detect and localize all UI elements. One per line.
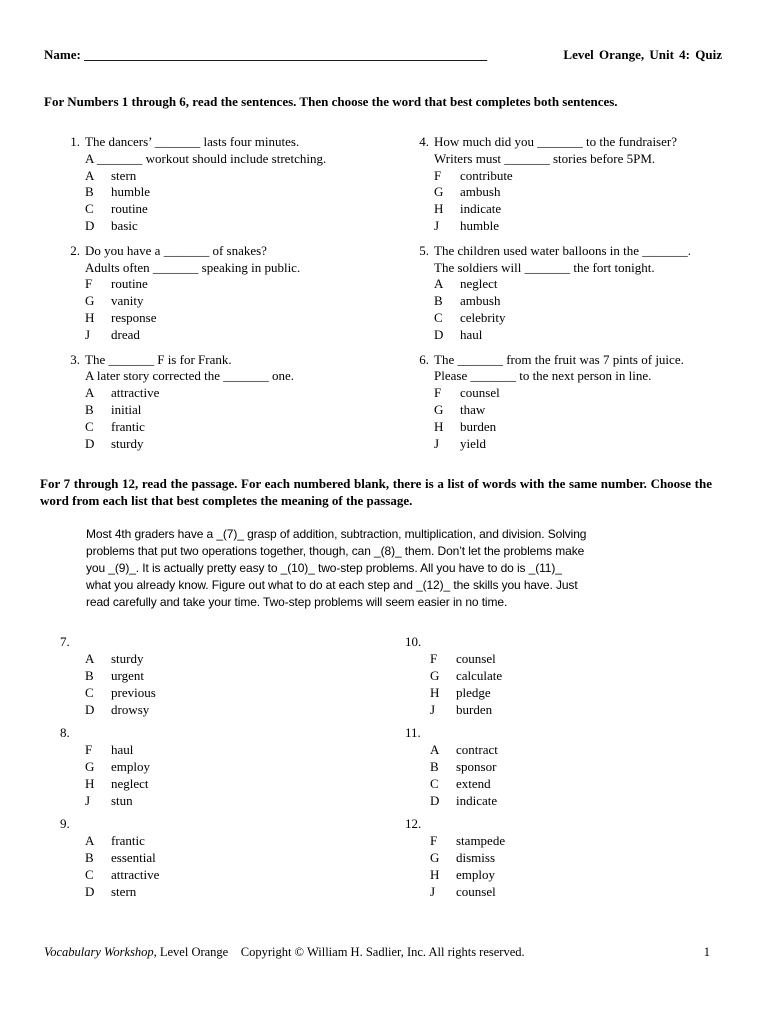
part2-instructions: For 7 through 12, read the passage. For each numbered blank, there is a list of words with the same number. Choose the word from each list that best completes the meaning of the passage.: [40, 476, 712, 508]
choice-word: counsel: [456, 651, 496, 666]
footer-copyright: Copyright © William H. Sadlier, Inc. All rights reserved.: [240, 945, 525, 959]
choice-letter: G: [85, 293, 95, 309]
choice-word: counsel: [460, 385, 500, 401]
choice-word: attractive: [111, 385, 160, 401]
question-5: [409, 243, 729, 344]
question-sentence: The _______ from the fruit was 7 pints of juice.: [434, 351, 684, 367]
choice-word: routine: [111, 276, 148, 292]
question-body: [434, 134, 729, 235]
choice-word: dread: [111, 326, 140, 342]
choice-letter: C: [85, 685, 94, 700]
answer-choice[interactable]: [85, 792, 150, 809]
question-sentence: The _______ F is for Frank.: [85, 351, 232, 367]
choice-word: basic: [111, 217, 138, 233]
choice-letter: F: [430, 651, 438, 666]
answer-choice[interactable]: [430, 758, 498, 775]
choice-word: humble: [111, 184, 150, 200]
question-4: [409, 134, 729, 235]
answer-choice[interactable]: [85, 385, 380, 402]
blank-item-9: [60, 815, 360, 906]
choice-word: vanity: [111, 293, 144, 309]
choice-letter: B: [430, 759, 439, 774]
choice-word: indicate: [460, 201, 502, 217]
choice-letter: G: [430, 850, 440, 865]
choice-letter: J: [85, 793, 91, 808]
choice-letter: H: [430, 867, 440, 882]
answer-choice[interactable]: [85, 832, 159, 849]
choice-letter: G: [85, 759, 95, 774]
question-sentence: The dancers’ _______ lasts four minutes.: [85, 134, 300, 149]
choice-letter: G: [434, 184, 444, 200]
choice-word: stampede: [456, 833, 506, 848]
choice-letter: H: [430, 685, 440, 700]
answer-choice[interactable]: [430, 775, 498, 792]
question-number: 6.: [419, 351, 429, 367]
choice-word: neglect: [460, 276, 498, 292]
choice-letter: B: [85, 401, 94, 417]
choice-letter: J: [85, 326, 91, 342]
choice-letter: C: [85, 201, 94, 217]
choice-word: employ: [456, 867, 495, 882]
choice-letter: B: [85, 668, 94, 683]
choice-word: yield: [460, 435, 486, 451]
answer-choice[interactable]: [85, 650, 156, 667]
answer-choice[interactable]: [430, 741, 498, 758]
choice-word: dismiss: [456, 850, 496, 865]
item-number: 9.: [60, 816, 70, 831]
answer-choice[interactable]: [434, 310, 729, 327]
answer-choice[interactable]: [430, 701, 502, 718]
answer-choice[interactable]: [430, 849, 505, 866]
choice-word: haul: [460, 326, 483, 342]
choice-word: burden: [460, 418, 497, 434]
item-choices: [430, 741, 498, 809]
part1-left-column: [60, 134, 380, 460]
answer-choice[interactable]: [85, 402, 380, 419]
question-sentence: The soldiers will _______ the fort tonight.: [434, 259, 655, 275]
part1-instructions: For Numbers 1 through 6, read the sentences. Then choose the word that best completes both sentences.: [44, 94, 618, 109]
blank-item-12: [405, 815, 705, 906]
answer-choice[interactable]: [85, 436, 380, 453]
question-body: [85, 352, 380, 453]
choice-letter: A: [85, 385, 95, 401]
choice-word: employ: [111, 759, 150, 774]
answer-choice[interactable]: [85, 276, 380, 293]
answer-choice[interactable]: [434, 436, 729, 453]
passage-line: you _(9)_. It is actually pretty easy to _(10)_ two-step problems. All you have to do is _(11)_: [86, 561, 562, 575]
question-sentence: Adults often _______ speaking in public.: [85, 259, 301, 275]
answer-choice[interactable]: [85, 327, 380, 344]
choice-word: sponsor: [456, 759, 497, 774]
choice-letter: F: [434, 385, 442, 401]
passage-line: read carefully and take your time. Two-step problems will seem easier in no time.: [86, 595, 508, 609]
choice-letter: A: [434, 276, 444, 292]
choice-word: extend: [456, 776, 491, 791]
answer-choice[interactable]: [430, 667, 502, 684]
passage-line: Most 4th graders have a _(7)_ grasp of addition, subtraction, multiplication, and division. Solving: [86, 527, 587, 541]
question-sentence: A later story corrected the _______ one.: [85, 368, 295, 384]
choice-word: pledge: [456, 685, 491, 700]
choice-word: contribute: [460, 167, 513, 183]
choice-letter: B: [85, 850, 94, 865]
question-number: 4.: [419, 134, 429, 149]
choice-word: frantic: [111, 833, 145, 848]
passage-line: what you already know. Figure out what to do at each step and _(12)_ the skills you have. Just: [86, 578, 578, 592]
choice-letter: H: [434, 418, 444, 434]
question-number: 5.: [419, 242, 429, 258]
choice-letter: H: [85, 309, 95, 325]
question-sentence: Please _______ to the next person in line.: [434, 368, 652, 384]
answer-choice[interactable]: [430, 792, 498, 809]
choice-letter: G: [434, 401, 444, 417]
question-sentence: Writers must _______ stories before 5PM.: [434, 150, 656, 166]
part2-right-column: [405, 633, 705, 906]
question-number: 3.: [70, 351, 80, 367]
question-sentence: How much did you _______ to the fundraiser?: [434, 134, 677, 149]
question-1: [60, 134, 380, 235]
choice-word: frantic: [111, 418, 145, 434]
answer-choice[interactable]: [430, 684, 502, 701]
question-body: [85, 243, 380, 344]
choice-letter: J: [430, 702, 436, 717]
choice-letter: F: [85, 742, 93, 757]
choice-letter: D: [85, 435, 95, 451]
answer-choice[interactable]: [85, 684, 156, 701]
item-number: 12.: [405, 816, 422, 831]
answer-choice[interactable]: [430, 832, 505, 849]
choice-word: celebrity: [460, 309, 506, 325]
answer-choice[interactable]: [434, 419, 729, 436]
choice-word: attractive: [111, 867, 160, 882]
answer-choice[interactable]: [85, 741, 150, 758]
choice-letter: A: [85, 167, 95, 183]
answer-choice[interactable]: [85, 866, 159, 883]
question-number: 2.: [70, 242, 80, 258]
choice-word: response: [111, 309, 157, 325]
answer-choice[interactable]: [430, 883, 505, 900]
answer-choice[interactable]: [434, 201, 729, 218]
choice-letter: F: [430, 833, 438, 848]
answer-choice[interactable]: [85, 758, 150, 775]
choice-letter: D: [85, 702, 95, 717]
question-6: [409, 352, 729, 453]
item-choices: [430, 832, 505, 900]
answer-choice[interactable]: [434, 327, 729, 344]
choice-word: routine: [111, 201, 148, 217]
question-sentence: A _______ workout should include stretching.: [85, 150, 327, 166]
question-3: [60, 352, 380, 453]
answer-choice[interactable]: [434, 276, 729, 293]
question-2: [60, 243, 380, 344]
choice-letter: H: [434, 201, 444, 217]
choice-word: humble: [460, 217, 499, 233]
choice-word: previous: [111, 685, 156, 700]
choice-word: stern: [111, 884, 137, 899]
choice-letter: C: [85, 418, 94, 434]
choice-word: indicate: [456, 793, 498, 808]
blank-item-8: [60, 724, 360, 815]
choice-word: urgent: [111, 668, 144, 683]
choice-word: contract: [456, 742, 498, 757]
footer-book-title: Vocabulary Workshop: [44, 945, 154, 959]
choice-letter: B: [85, 184, 94, 200]
item-choices: [85, 650, 156, 718]
question-body: [434, 352, 729, 453]
choice-word: drowsy: [111, 702, 150, 717]
item-number: 8.: [60, 725, 70, 740]
name-line: Name: ______________________________________________________________: [44, 47, 488, 62]
item-choices: [85, 832, 159, 900]
passage-line: problems that put two operations together, though, can _(8)_ them. Don’t let the problems make: [86, 544, 585, 558]
answer-choice[interactable]: [85, 419, 380, 436]
choice-word: ambush: [460, 293, 501, 309]
answer-choice[interactable]: [85, 184, 380, 201]
choice-letter: A: [430, 742, 440, 757]
answer-choice[interactable]: [85, 667, 156, 684]
choice-letter: A: [85, 651, 95, 666]
choice-word: calculate: [456, 668, 503, 683]
choice-letter: J: [434, 435, 440, 451]
answer-choice[interactable]: [85, 883, 159, 900]
part1-right-column: [409, 134, 729, 460]
question-sentence: The children used water balloons in the _______.: [434, 242, 692, 258]
page-number: 1: [703, 945, 710, 959]
choice-letter: G: [430, 668, 440, 683]
choice-letter: D: [430, 793, 440, 808]
choice-letter: C: [434, 309, 443, 325]
choice-letter: J: [434, 217, 440, 233]
choice-word: stun: [111, 793, 133, 808]
choice-letter: D: [85, 217, 95, 233]
choice-letter: C: [430, 776, 439, 791]
blank-item-10: [405, 633, 705, 724]
choice-word: neglect: [111, 776, 149, 791]
part2-left-column: [60, 633, 360, 906]
answer-choice[interactable]: [430, 866, 505, 883]
item-choices: [430, 650, 502, 718]
choice-letter: A: [85, 833, 95, 848]
answer-choice[interactable]: [434, 385, 729, 402]
question-body: [85, 134, 380, 235]
choice-word: counsel: [456, 884, 496, 899]
answer-choice[interactable]: [434, 293, 729, 310]
answer-choice[interactable]: [434, 168, 729, 185]
choice-word: burden: [456, 702, 493, 717]
choice-word: stern: [111, 167, 137, 183]
answer-choice[interactable]: [430, 650, 502, 667]
choice-letter: F: [434, 167, 442, 183]
choice-word: thaw: [460, 401, 486, 417]
answer-choice[interactable]: [85, 168, 380, 185]
answer-choice[interactable]: [85, 310, 380, 327]
choice-letter: D: [85, 884, 95, 899]
footer-citation: [44, 945, 525, 960]
item-number: 10.: [405, 634, 422, 649]
answer-choice[interactable]: [85, 201, 380, 218]
choice-word: essential: [111, 850, 156, 865]
question-body: [434, 243, 729, 344]
footer-edition: , Level Orange: [153, 945, 229, 959]
choice-letter: C: [85, 867, 94, 882]
answer-choice[interactable]: [434, 184, 729, 201]
answer-choice[interactable]: [85, 775, 150, 792]
question-number: 1.: [70, 134, 80, 149]
choice-letter: D: [434, 326, 444, 342]
reading-passage: [86, 526, 666, 611]
answer-choice[interactable]: [85, 849, 159, 866]
choice-letter: B: [434, 293, 443, 309]
question-sentence: Do you have a _______ of snakes?: [85, 242, 267, 258]
choice-letter: H: [85, 776, 95, 791]
choice-word: sturdy: [111, 435, 144, 451]
blank-item-7: [60, 633, 360, 724]
blank-item-11: [405, 724, 705, 815]
choice-letter: F: [85, 276, 93, 292]
answer-choice[interactable]: [85, 293, 380, 310]
answer-choice[interactable]: [85, 701, 156, 718]
item-number: 11.: [405, 725, 421, 740]
answer-choice[interactable]: [85, 218, 380, 235]
choice-word: haul: [111, 742, 134, 757]
item-choices: [85, 741, 150, 809]
choice-word: initial: [111, 401, 142, 417]
choice-letter: J: [430, 884, 436, 899]
item-number: 7.: [60, 634, 70, 649]
answer-choice[interactable]: [434, 218, 729, 235]
choice-word: sturdy: [111, 651, 144, 666]
choice-word: ambush: [460, 184, 501, 200]
quiz-level-title: Level Orange, Unit 4: Quiz: [563, 47, 722, 62]
answer-choice[interactable]: [434, 402, 729, 419]
